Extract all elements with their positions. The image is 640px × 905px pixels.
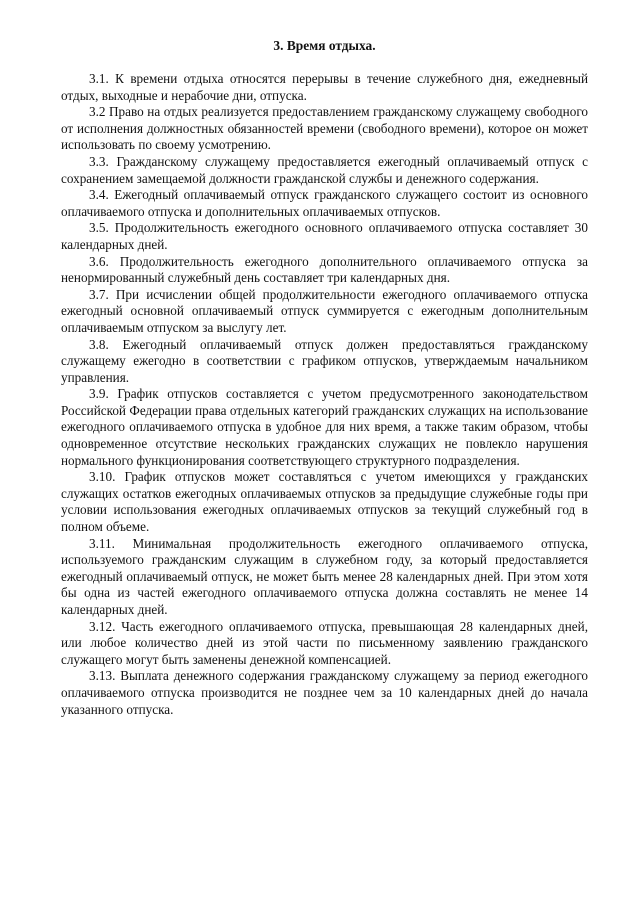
paragraph-3-6: 3.6. Продолжительность ежегодного дополнительного оплачиваемого отпуска за ненормированный служебный день составляет три календарных дня. <box>61 253 588 286</box>
paragraph-3-10: 3.10. График отпусков может составляться с учетом имеющихся у гражданских служащих остатков ежегодных оплачиваемых отпусков за предыдущие служебные годы при условии использования ежегодных оплачиваемых отпусков за текущий служебный год в полном объеме. <box>61 469 588 535</box>
section-title: 3. Время отдыха. <box>273 38 376 53</box>
paragraph-3-3: 3.3. Гражданскому служащему предоставляется ежегодный оплачиваемый отпуск с сохранением замещаемой должности гражданской службы и денежного содержания. <box>61 153 588 186</box>
paragraph-3-5: 3.5. Продолжительность ежегодного основного оплачиваемого отпуска составляет 30 календарных дней. <box>61 220 588 252</box>
paragraph-3-1: 3.1. К времени отдыха относятся перерывы в течение служебного дня, ежедневный отдых, выходные и нерабочие дни, отпуска. <box>61 71 588 103</box>
paragraph-3-12: 3.12. Часть ежегодного оплачиваемого отпуска, превышающая 28 календарных дней, или любое количество дней из этой части по письменному заявлению гражданского служащего могут быть заменены денежной компенсацией. <box>61 618 588 667</box>
document-page <box>61 38 588 718</box>
paragraph-3-2: 3.2 Право на отдых реализуется предоставлением гражданскому служащему свободного от исполнения должностных обязанностей времени (свободного времени), которое он может использовать по своему усмотрению. <box>61 104 588 153</box>
paragraph-3-8: 3.8. Ежегодный оплачиваемый отпуск должен предоставляться гражданскому служащему ежегодно в соответствии с графиком отпусков, утверждаемым начальником управления. <box>61 336 588 385</box>
paragraph-3-13: 3.13. Выплата денежного содержания гражданскому служащему за период ежегодного оплачиваемого отпуска производится не позднее чем за 10 календарных дней до начала указанного отпуска. <box>61 668 588 717</box>
paragraph-3-7: 3.7. При исчислении общей продолжительности ежегодного оплачиваемого отпуска ежегодный основной оплачиваемый отпуск суммируется с ежегодным дополнительным оплачиваемым отпуском за выслугу лет. <box>61 286 588 335</box>
paragraph-3-4: 3.4. Ежегодный оплачиваемый отпуск гражданского служащего состоит из основного оплачиваемого отпуска и дополнительных оплачиваемых отпусков. <box>61 187 588 219</box>
paragraph-3-9: 3.9. График отпусков составляется с учетом предусмотренного законодательством Российской Федерации права отдельных категорий гражданских служащих на использование ежегодного оплачиваемого отпуска в удобное для них время, а также таким образом, чтобы одновременное отсутствие нескольких гражданских служащих не повлекло нарушения нормального функционирования соответствующего структурного подразделения. <box>61 386 588 468</box>
paragraph-3-11: 3.11. Минимальная продолжительность ежегодного оплачиваемого отпуска, используемого гражданским служащим в служебном году, за который предоставляется ежегодный оплачиваемый отпуск, не может быть менее 28 календарных дней. При этом хотя бы одна из частей ежегодного оплачиваемого отпуска должна составлять не менее 14 календарных дней. <box>61 535 588 617</box>
